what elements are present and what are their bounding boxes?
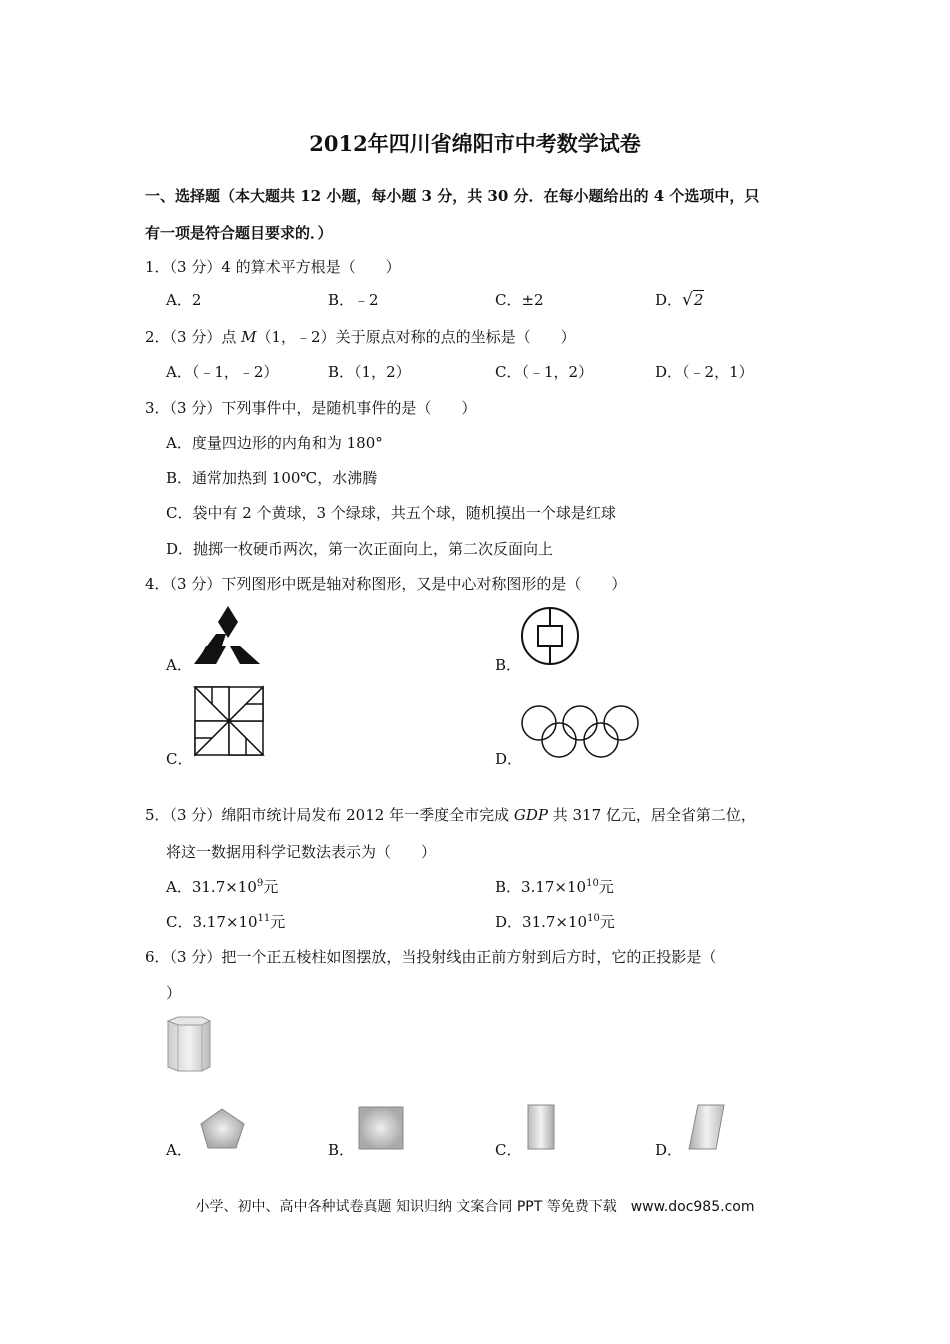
q5-d-base: D．31.7×10 <box>495 913 588 931</box>
q6-option-b-label: B． <box>328 1141 355 1159</box>
q5-gdp: GDP <box>513 806 548 824</box>
q1-option-d <box>655 289 704 310</box>
footer-text: 小学、初中、高中各种试卷真题 知识归纳 文案合同 PPT 等免费下载 www.doc985.com <box>195 1199 755 1215</box>
question-6-line2: ） <box>166 984 182 1002</box>
circle-square-icon <box>520 606 580 666</box>
q4-option-c-label: C． <box>166 750 193 768</box>
square-icon <box>358 1106 404 1150</box>
question-5-line2: 将这一数据用科学记数法表示为（ ） <box>166 843 437 861</box>
q5-b-base: B．3.17×10 <box>495 878 587 896</box>
q5-option-b <box>495 876 614 897</box>
q3-option-c: C．袋中有 2 个黄球，3 个绿球，共五个球，随机摸出一个球是红球 <box>166 504 616 522</box>
q5-c-base: C．3.17×10 <box>166 913 258 931</box>
q3-option-b: B．通常加热到 100℃，水沸腾 <box>166 469 378 487</box>
question-5-line1 <box>145 804 756 825</box>
q2-point-var: M <box>241 328 257 346</box>
three-diamonds-icon <box>194 606 262 666</box>
q5-option-c <box>166 911 285 932</box>
q5-c-exp: 11 <box>257 913 271 924</box>
q5-c-unit: 元 <box>270 913 286 931</box>
q5-text-before: 5．（3 分）绵阳市统计局发布 2012 年一季度全市完成 <box>145 806 514 824</box>
q1-option-d-label: D． <box>655 291 683 309</box>
q5-d-unit: 元 <box>599 913 615 931</box>
q5-option-d <box>495 911 615 932</box>
q4-option-b-label: B． <box>495 656 522 674</box>
q2-text-before: 2．（3 分）点 <box>145 328 242 346</box>
q2-option-a: A．（﹣1，﹣2） <box>166 363 279 381</box>
q2-option-c: C．（﹣1，2） <box>495 363 594 381</box>
q3-option-a: A．度量四边形的内角和为 180° <box>166 434 383 452</box>
olympic-rings-icon <box>521 703 641 761</box>
q6-option-c-label: C． <box>495 1141 522 1159</box>
q1-option-a: A．2 <box>166 291 202 309</box>
pentagonal-prism-icon <box>166 1015 212 1073</box>
page-title: 2012年四川省绵阳市中考数学试卷 <box>309 131 641 156</box>
q5-a-unit: 元 <box>263 878 279 896</box>
q6-option-d-label: D． <box>655 1141 683 1159</box>
q5-a-base: A．31.7×10 <box>166 878 257 896</box>
q5-b-unit: 元 <box>598 878 614 896</box>
q1-option-b: B．﹣2 <box>328 291 379 309</box>
question-2 <box>145 326 576 347</box>
q2-option-d: D．（﹣2，1） <box>655 363 754 381</box>
q5-d-exp: 10 <box>587 913 600 924</box>
q2-text-after: （1，﹣2）关于原点对称的点的坐标是（ ） <box>256 328 576 346</box>
pinwheel-icon <box>194 686 264 756</box>
question-4: 4．（3 分）下列图形中既是轴对称图形，又是中心对称图形的是（ ） <box>145 575 627 593</box>
question-3: 3．（3 分）下列事件中，是随机事件的是（ ） <box>145 399 477 417</box>
section-heading-line1: 一、选择题（本大题共 12 小题，每小题 3 分，共 30 分．在每小题给出的 4 个选项中，只 <box>145 187 760 205</box>
q4-option-a-label: A． <box>166 656 192 674</box>
q1-option-c: C．±2 <box>495 291 544 309</box>
question-1: 1．（3 分）4 的算术平方根是（ ） <box>145 258 401 276</box>
sqrt-radicand: 2 <box>693 291 704 309</box>
q5-a-exp: 9 <box>256 878 264 889</box>
rectangle-icon <box>527 1104 557 1150</box>
q5-option-a <box>166 876 278 897</box>
parallelogram-icon <box>688 1104 726 1150</box>
q5-text-after: 共 317 亿元，居全省第二位， <box>547 806 756 824</box>
pentagon-icon <box>200 1108 246 1150</box>
section-heading-line2: 有一项是符合题目要求的．） <box>145 224 333 242</box>
question-6-line1: 6．（3 分）把一个正五棱柱如图摆放，当投射线由正前方射到后方时，它的正投影是（ <box>145 948 717 966</box>
q2-option-b: B．（1，2） <box>328 363 411 381</box>
q6-option-a-label: A． <box>166 1141 192 1159</box>
q5-b-exp: 10 <box>586 878 599 889</box>
sqrt-symbol: √ <box>682 290 693 310</box>
q4-option-d-label: D． <box>495 750 523 768</box>
q3-option-d: D．抛掷一枚硬币两次，第一次正面向上，第二次反面向上 <box>166 540 554 558</box>
